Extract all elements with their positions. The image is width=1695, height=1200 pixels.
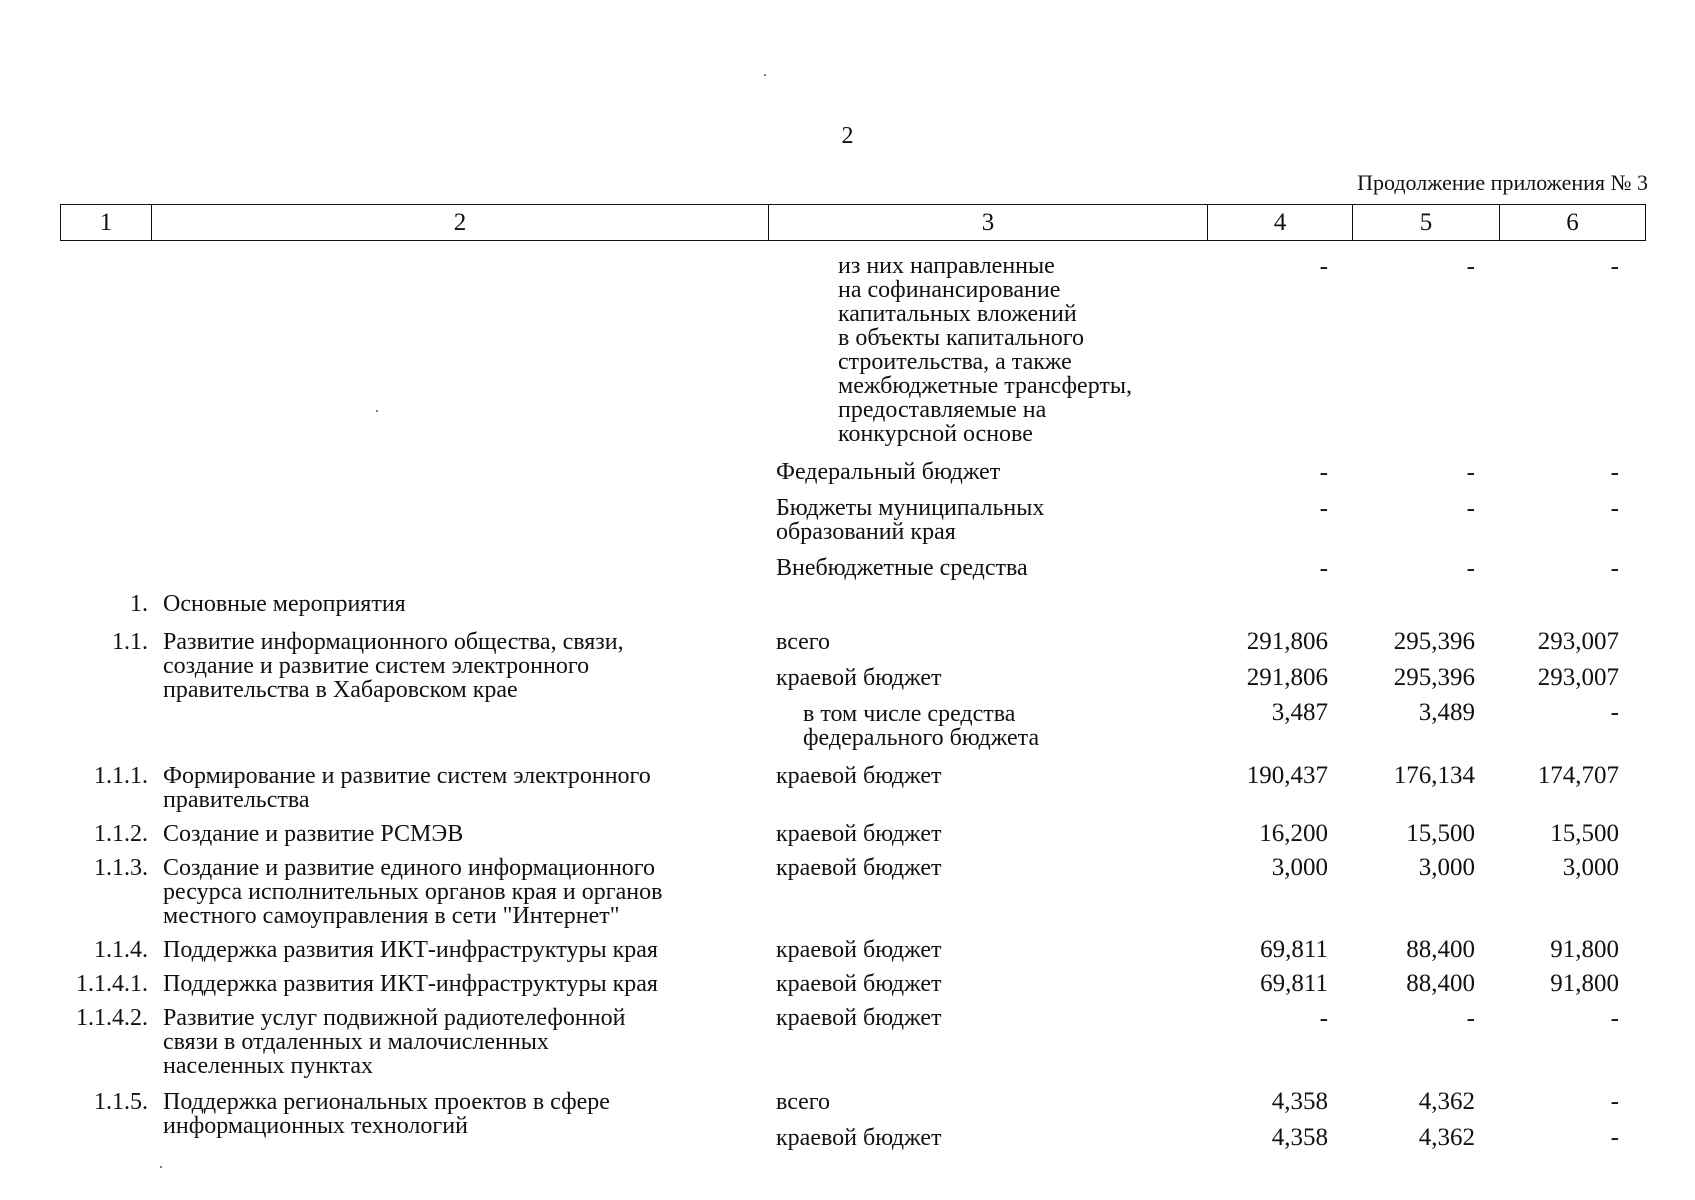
column-header: 2 — [152, 205, 769, 241]
value-col-4: 16,200 — [1259, 820, 1328, 847]
value-col-4: 4,358 — [1271, 1088, 1328, 1115]
item-number: 1.1.3. — [94, 855, 148, 881]
value-col-4: - — [1319, 1005, 1328, 1032]
value-col-5: 295,396 — [1393, 664, 1475, 691]
value-col-6: 91,800 — [1550, 970, 1619, 997]
funding-source: краевой бюджет — [776, 821, 942, 847]
item-number: 1.1. — [112, 629, 148, 655]
value-col-4: 190,437 — [1246, 762, 1328, 789]
funding-source: Бюджеты муниципальных образований края — [776, 495, 1045, 545]
column-header: 6 — [1500, 205, 1646, 241]
column-header: 3 — [769, 205, 1208, 241]
item-number: 1.1.4. — [94, 937, 148, 963]
funding-source: краевой бюджет — [776, 763, 942, 789]
scan-speck — [764, 74, 766, 76]
item-name: Основные мероприятия — [163, 591, 406, 617]
item-number: 1.1.4.1. — [76, 971, 148, 997]
funding-source: в том числе средства федерального бюджета — [803, 701, 1040, 751]
value-col-5: - — [1466, 253, 1475, 280]
value-col-5: 295,396 — [1393, 628, 1475, 655]
value-col-4: 69,811 — [1260, 970, 1328, 997]
value-col-6: - — [1610, 495, 1619, 522]
column-header: 1 — [61, 205, 152, 241]
column-header-row — [61, 205, 1646, 241]
value-col-4: - — [1319, 555, 1328, 582]
funding-source: краевой бюджет — [776, 855, 942, 881]
value-col-5: 3,000 — [1418, 854, 1475, 881]
value-col-4: 3,487 — [1271, 699, 1328, 726]
value-col-6: 174,707 — [1537, 762, 1619, 789]
item-name: Поддержка развития ИКТ-инфраструктуры края — [163, 971, 658, 997]
value-col-5: 15,500 — [1406, 820, 1475, 847]
funding-source: краевой бюджет — [776, 665, 942, 691]
value-col-4: 291,806 — [1246, 664, 1328, 691]
funding-source: краевой бюджет — [776, 937, 942, 963]
item-number: 1.1.4.2. — [76, 1005, 148, 1031]
value-col-6: 91,800 — [1550, 936, 1619, 963]
scan-speck — [376, 410, 378, 412]
funding-source: Федеральный бюджет — [776, 459, 1001, 485]
funding-source: краевой бюджет — [776, 1125, 942, 1151]
item-number: 1.1.1. — [94, 763, 148, 789]
column-header: 4 — [1208, 205, 1353, 241]
value-col-6: - — [1610, 555, 1619, 582]
value-col-6: - — [1610, 459, 1619, 486]
value-col-4: - — [1319, 495, 1328, 522]
item-name: Поддержка развития ИКТ-инфраструктуры края — [163, 937, 658, 963]
page-number: 2 — [841, 123, 854, 149]
value-col-6: - — [1610, 253, 1619, 280]
funding-source: всего — [776, 1089, 831, 1115]
item-number: 1.1.2. — [94, 821, 148, 847]
value-col-5: - — [1466, 495, 1475, 522]
funding-source: Внебюджетные средства — [776, 555, 1028, 581]
value-col-6: - — [1610, 1124, 1619, 1151]
value-col-5: 4,362 — [1418, 1088, 1475, 1115]
value-col-5: 4,362 — [1418, 1124, 1475, 1151]
item-name: Развитие информационного общества, связи, создание и развитие систем электронного правительства в Хабаровском крае — [163, 629, 624, 703]
funding-source: краевой бюджет — [776, 1005, 942, 1031]
value-col-4: 4,358 — [1271, 1124, 1328, 1151]
value-col-4: 291,806 — [1246, 628, 1328, 655]
value-col-5: - — [1466, 555, 1475, 582]
item-number: 1. — [130, 591, 148, 617]
value-col-6: 15,500 — [1550, 820, 1619, 847]
value-col-4: 3,000 — [1271, 854, 1328, 881]
value-col-5: 3,489 — [1418, 699, 1475, 726]
item-name: Формирование и развитие систем электронного правительства — [163, 763, 651, 813]
item-name: Развитие услуг подвижной радиотелефонной связи в отдаленных и малочисленных населенных пунктах — [163, 1005, 626, 1079]
value-col-6: - — [1610, 699, 1619, 726]
funding-source: из них направленные на софинансирование капитальных вложений в объекты капитального строительства, а также межбюджетные трансферты, предоставляемые на конкурсной основе — [838, 253, 1132, 447]
value-col-6: 293,007 — [1537, 628, 1619, 655]
value-col-6: - — [1610, 1088, 1619, 1115]
value-col-6: 293,007 — [1537, 664, 1619, 691]
value-col-5: - — [1466, 1005, 1475, 1032]
item-name: Создание и развитие РСМЭВ — [163, 821, 464, 847]
column-header-table — [60, 204, 1646, 241]
item-name: Создание и развитие единого информационного ресурса исполнительных органов края и органов местного самоуправления в сети "Интернет" — [163, 855, 663, 929]
value-col-5: 176,134 — [1393, 762, 1475, 789]
appendix-caption: Продолжение приложения № 3 — [1357, 170, 1648, 195]
value-col-5: - — [1466, 459, 1475, 486]
value-col-5: 88,400 — [1406, 970, 1475, 997]
value-col-4: - — [1319, 459, 1328, 486]
value-col-6: 3,000 — [1562, 854, 1619, 881]
value-col-4: - — [1319, 253, 1328, 280]
value-col-6: - — [1610, 1005, 1619, 1032]
column-header: 5 — [1353, 205, 1500, 241]
value-col-4: 69,811 — [1260, 936, 1328, 963]
funding-source: всего — [776, 629, 831, 655]
funding-source: краевой бюджет — [776, 971, 942, 997]
value-col-5: 88,400 — [1406, 936, 1475, 963]
item-number: 1.1.5. — [94, 1089, 148, 1115]
scan-speck — [160, 1166, 162, 1168]
item-name: Поддержка региональных проектов в сфере информационных технологий — [163, 1089, 610, 1139]
